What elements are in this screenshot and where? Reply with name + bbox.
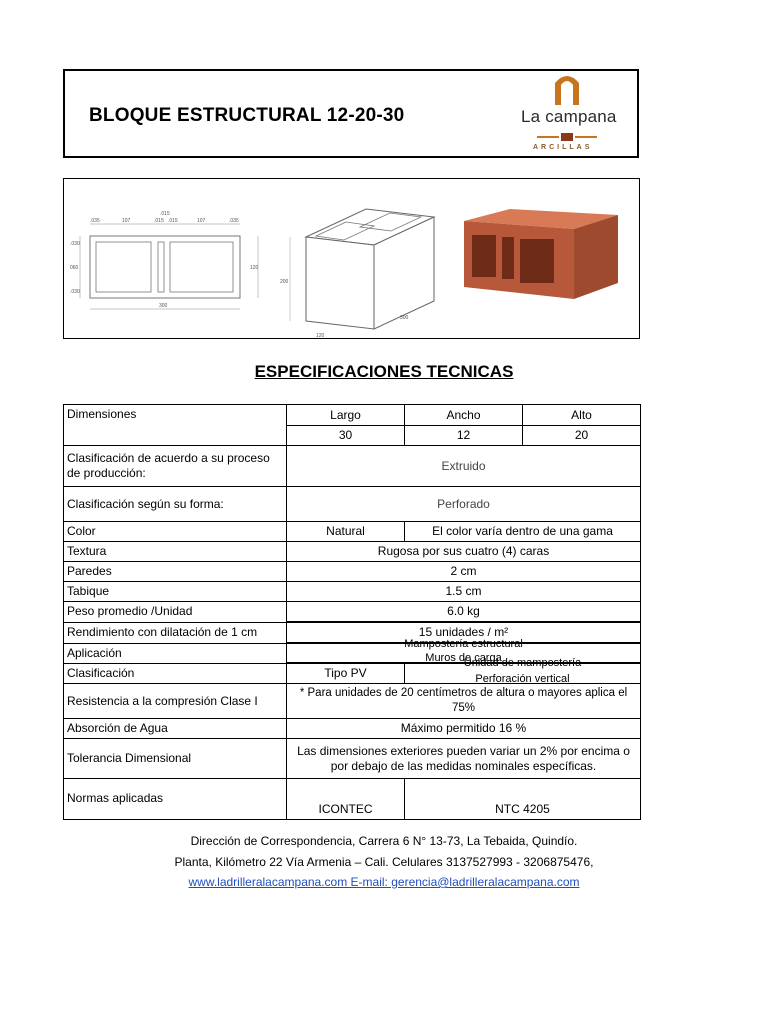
isometric-drawing xyxy=(276,179,446,339)
value-rendimiento: 15 unidades / m² xyxy=(287,622,641,643)
value-color-natural: Natural xyxy=(287,522,405,542)
row-label-absorcion: Absorción de Agua xyxy=(64,719,287,739)
dim-left-b: 060 xyxy=(70,265,79,271)
footer-plant: Planta, Kilómetro 22 Vía Armenia – Cali. Celulares 3137527993 - 3206875476, xyxy=(174,855,594,869)
value-clasificacion-unidad-a: Unidad de mampostería xyxy=(463,657,582,669)
logo-subtitle: ARCILLAS xyxy=(533,144,593,151)
value-clas-forma: Perforado xyxy=(287,487,641,522)
value-tolerancia: Las dimensiones exteriores pueden variar un 2% por encima o por debajo de las medidas nominales específicas. xyxy=(287,739,641,779)
company-logo xyxy=(517,71,617,157)
dim-left-a: .030 xyxy=(70,241,80,247)
dim-top-3: .015 xyxy=(160,211,170,217)
value-aplicacion-a: Mampostería estructural xyxy=(404,638,523,650)
dim-left-c: .030 xyxy=(70,289,80,295)
dim-top-7: .035 xyxy=(229,218,239,224)
row-label-tabique: Tabique xyxy=(64,582,287,602)
value-aplicacion-b: Muros de carga xyxy=(425,652,502,664)
iso-height: 200 xyxy=(280,279,289,285)
value-alto: 20 xyxy=(523,426,641,446)
value-color-gama: El color varía dentro de una gama xyxy=(405,522,641,542)
row-label-rendimiento: Rendimiento con dilatación de 1 cm xyxy=(64,622,287,643)
row-label-clas-proceso: Clasificación de acuerdo a su proceso de producción: xyxy=(64,446,287,487)
value-clasificacion-tipo: Tipo PV xyxy=(287,663,405,684)
dim-top-4: .015 xyxy=(154,218,164,224)
row-label-clasificacion: Clasificación xyxy=(64,663,287,684)
value-paredes: 2 cm xyxy=(287,562,641,582)
row-label-tolerancia: Tolerancia Dimensional xyxy=(64,739,287,779)
row-label-resistencia: Resistencia a la compresión Clase I xyxy=(64,684,287,719)
row-label-normas: Normas aplicadas xyxy=(64,779,287,820)
value-absorcion: Máximo permitido 16 % xyxy=(287,719,641,739)
product-images-box xyxy=(63,178,640,339)
header-box xyxy=(63,69,639,158)
value-resistencia: * Para unidades de 20 centímetros de altura o mayores aplica el 75% xyxy=(287,684,641,719)
row-label-aplicacion: Aplicación xyxy=(64,643,287,663)
row-label-dimensiones: Dimensiones xyxy=(64,405,287,446)
header-alto: Alto xyxy=(523,405,641,426)
row-label-peso: Peso promedio /Unidad xyxy=(64,602,287,623)
logo-name: La campana xyxy=(521,107,617,126)
value-peso: 6.0 kg xyxy=(287,602,641,623)
row-label-color: Color xyxy=(64,522,287,542)
value-clas-proceso: Extruido xyxy=(287,446,641,487)
footer-address: Dirección de Correspondencia, Carrera 6 N° 13-73, La Tebaida, Quindío. xyxy=(190,834,578,848)
row-label-textura: Textura xyxy=(64,542,287,562)
brick-photo xyxy=(450,191,620,311)
row-label-clas-forma: Clasificación según su forma: xyxy=(64,487,287,522)
row-label-paredes: Paredes xyxy=(64,562,287,582)
value-textura: Rugosa por sus cuatro (4) caras xyxy=(287,542,641,562)
value-normas-icontec: ICONTEC xyxy=(287,779,405,820)
dim-top-5: .015 xyxy=(168,218,178,224)
iso-length: 300 xyxy=(400,315,409,321)
iso-width: 120 xyxy=(316,333,325,339)
document-title: BLOQUE ESTRUCTURAL 12-20-30 xyxy=(89,105,405,126)
value-normas-ntc: NTC 4205 xyxy=(405,779,641,820)
specs-table xyxy=(63,404,641,820)
value-largo: 30 xyxy=(287,426,405,446)
plan-view-drawing xyxy=(64,179,274,339)
dim-right: 120 xyxy=(250,265,259,271)
header-largo: Largo xyxy=(287,405,405,426)
footer-links-row xyxy=(0,875,768,889)
header-ancho: Ancho xyxy=(405,405,523,426)
dim-top-1: .035 xyxy=(90,218,100,224)
specs-title: ESPECIFICACIONES TECNICAS xyxy=(254,362,514,381)
dim-bottom: 300 xyxy=(159,303,168,309)
dim-top-6: 107 xyxy=(197,218,206,224)
dim-top-2: 107 xyxy=(122,218,131,224)
value-clasificacion-unidad-b: Perforación vertical xyxy=(475,673,570,685)
value-ancho: 12 xyxy=(405,426,523,446)
website-email-link[interactable]: www.ladrilleralacampana.com E-mail: gerencia@ladrilleralacampana.com xyxy=(188,875,580,889)
value-tabique: 1.5 cm xyxy=(287,582,641,602)
